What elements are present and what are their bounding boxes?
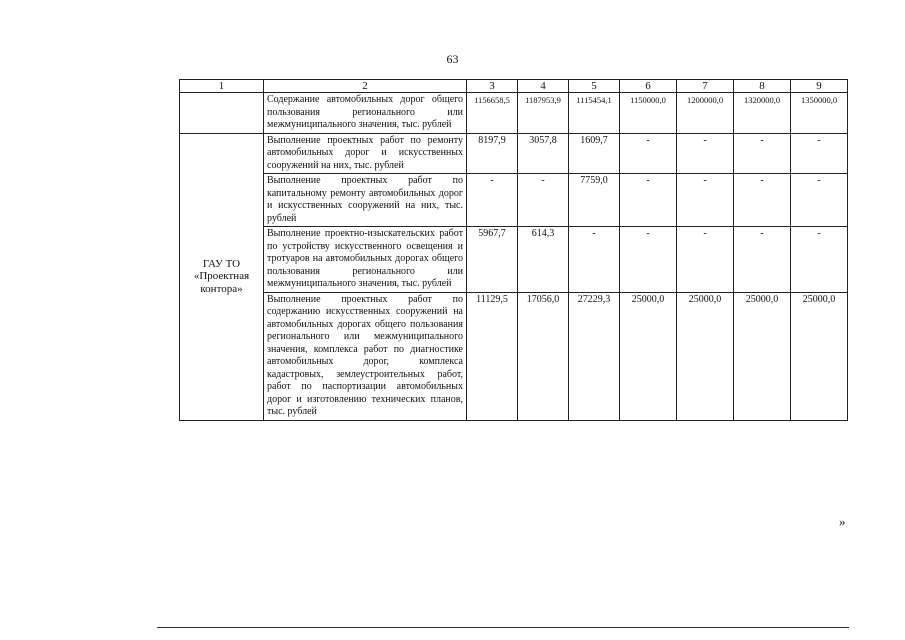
value-cell: 3057,8 bbox=[518, 133, 569, 174]
value-cell: - bbox=[518, 174, 569, 227]
value-cell: 25000,0 bbox=[620, 292, 677, 420]
column-header: 6 bbox=[620, 80, 677, 93]
org-group-cell bbox=[180, 133, 264, 420]
column-header: 9 bbox=[791, 80, 848, 93]
value-cell: - bbox=[734, 133, 791, 174]
column-header: 4 bbox=[518, 80, 569, 93]
org-line: контора» bbox=[200, 282, 243, 295]
value-cell: - bbox=[734, 174, 791, 227]
value-cell: 25000,0 bbox=[734, 292, 791, 420]
value-cell: 1150000,0 bbox=[620, 93, 677, 134]
value-cell: 25000,0 bbox=[677, 292, 734, 420]
value-cell: - bbox=[620, 227, 677, 293]
table-row bbox=[180, 133, 848, 174]
description-cell: Выполнение проектно-изыскательских работ по устройству искусственного освещения и тротуаров на автомобильных дорогах общего пользования регионального или межмуниципального значения, тыс. рублей bbox=[264, 227, 467, 293]
table-row bbox=[180, 227, 848, 293]
value-cell: - bbox=[791, 133, 848, 174]
page-number: 63 bbox=[446, 52, 459, 66]
value-cell: - bbox=[569, 227, 620, 293]
value-cell: 17056,0 bbox=[518, 292, 569, 420]
value-cell: 5967,7 bbox=[467, 227, 518, 293]
column-header: 2 bbox=[264, 80, 467, 93]
value-cell: 1350000,0 bbox=[791, 93, 848, 134]
value-cell: 1609,7 bbox=[569, 133, 620, 174]
org-cell bbox=[180, 93, 264, 134]
value-cell: 25000,0 bbox=[791, 292, 848, 420]
data-table bbox=[179, 79, 848, 421]
org-line: «Проектная bbox=[193, 270, 250, 283]
description-cell: Выполнение проектных работ по ремонту автомобильных дорог и искусственных сооружений на них, тыс. рублей bbox=[264, 133, 467, 174]
column-header: 5 bbox=[569, 80, 620, 93]
column-header: 1 bbox=[180, 80, 264, 93]
footer-rule bbox=[157, 627, 849, 628]
value-cell: 11129,5 bbox=[467, 292, 518, 420]
table-row bbox=[180, 174, 848, 227]
value-cell: 1115454,1 bbox=[569, 93, 620, 134]
value-cell: - bbox=[467, 174, 518, 227]
value-cell: 1200000,0 bbox=[677, 93, 734, 134]
description-cell: Содержание автомобильных дорог общего пользования регионального или межмуниципального значения, тыс. рублей bbox=[264, 93, 467, 134]
value-cell: - bbox=[791, 174, 848, 227]
value-cell: - bbox=[677, 227, 734, 293]
closing-quote: » bbox=[839, 514, 846, 529]
value-cell: 614,3 bbox=[518, 227, 569, 293]
column-header: 3 bbox=[467, 80, 518, 93]
value-cell: 1187953,9 bbox=[518, 93, 569, 134]
value-cell: 1156658,5 bbox=[467, 93, 518, 134]
column-header: 7 bbox=[677, 80, 734, 93]
value-cell: - bbox=[620, 174, 677, 227]
value-cell: 27229,3 bbox=[569, 292, 620, 420]
value-cell: - bbox=[620, 133, 677, 174]
column-header: 8 bbox=[734, 80, 791, 93]
value-cell: 7759,0 bbox=[569, 174, 620, 227]
value-cell: - bbox=[677, 174, 734, 227]
org-line: ГАУ ТО bbox=[202, 257, 241, 270]
table-row bbox=[180, 93, 848, 134]
table-header-row bbox=[180, 80, 848, 93]
value-cell: 8197,9 bbox=[467, 133, 518, 174]
description-cell: Выполнение проектных работ по содержанию искусственных сооружений на автомобильных дорогах общего пользования регионального или межмуниципального значения, комплекса работ по диагностике автомобильных дорог, комплекса кадастровых, землеустроительных работ, работ по паспортизации автомобильных дорог и изготовлению технических планов, тыс. рублей bbox=[264, 292, 467, 420]
value-cell: - bbox=[791, 227, 848, 293]
value-cell: - bbox=[677, 133, 734, 174]
table-row bbox=[180, 292, 848, 420]
description-cell: Выполнение проектных работ по капитальному ремонту автомобильных дорог и искусственных сооружений на них, тыс. рублей bbox=[264, 174, 467, 227]
value-cell: 1320000,0 bbox=[734, 93, 791, 134]
value-cell: - bbox=[734, 227, 791, 293]
